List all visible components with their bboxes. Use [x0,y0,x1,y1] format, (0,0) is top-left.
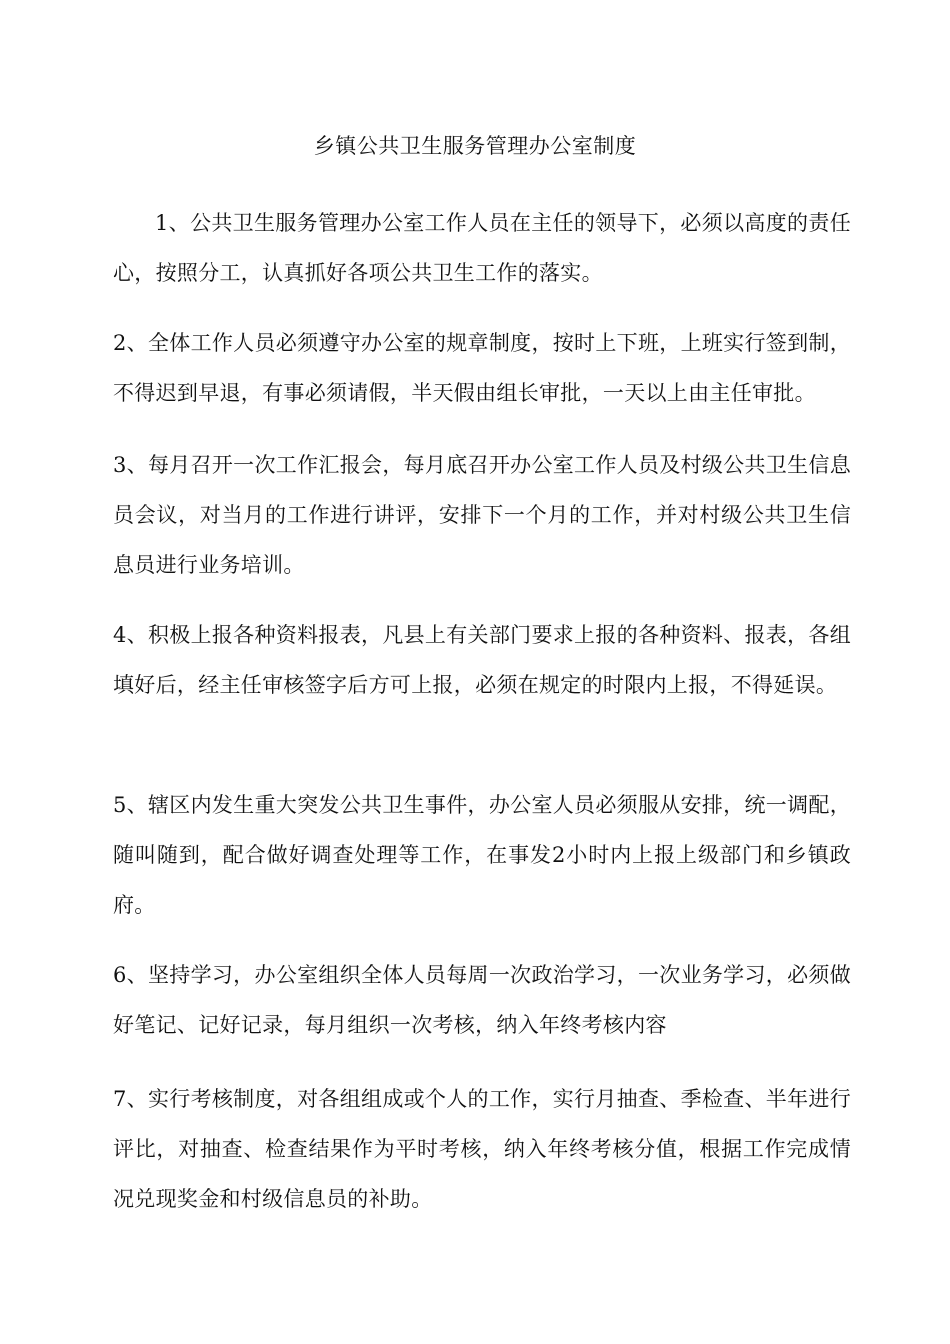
paragraph-2: 2、全体工作人员必须遵守办公室的规章制度，按时上下班，上班实行签到制，不得迟到早退，有事必须请假，半天假由组长审批，一天以上由主任审批。 [113,331,851,405]
paragraph-6: 6、坚持学习，办公室组织全体人员每周一次政治学习，一次业务学习，必须做好笔记、记好记录，每月组织一次考核，纳入年终考核内容 [113,963,851,1037]
paragraph-7: 7、实行考核制度，对各组组成或个人的工作，实行月抽查、季检查、半年进行评比，对抽查、检查结果作为平时考核，纳入年终考核分值，根据工作完成情况兑现奖金和村级信息员的补助。 [113,1087,851,1211]
paragraph-1: 1、公共卫生服务管理办公室工作人员在主任的领导下，必须以高度的责任心，按照分工，认真抓好各项公共卫生工作的落实。 [113,211,851,285]
paragraph-4: 4、积极上报各种资料报表，凡县上有关部门要求上报的各种资料、报表，各组填好后，经主任审核签字后方可上报，必须在规定的时限内上报，不得延误。 [113,623,851,697]
paragraph-3: 3、每月召开一次工作汇报会，每月底召开办公室工作人员及村级公共卫生信息员会议，对当月的工作进行讲评，安排下一个月的工作，并对村级公共卫生信息员进行业务培训。 [113,453,851,577]
paragraph-5: 5、辖区内发生重大突发公共卫生事件，办公室人员必须服从安排，统一调配，随叫随到，配合做好调查处理等工作，在事发2小时内上报上级部门和乡镇政府。 [113,793,851,917]
document-title: 乡镇公共卫生服务管理办公室制度 [313,134,637,158]
